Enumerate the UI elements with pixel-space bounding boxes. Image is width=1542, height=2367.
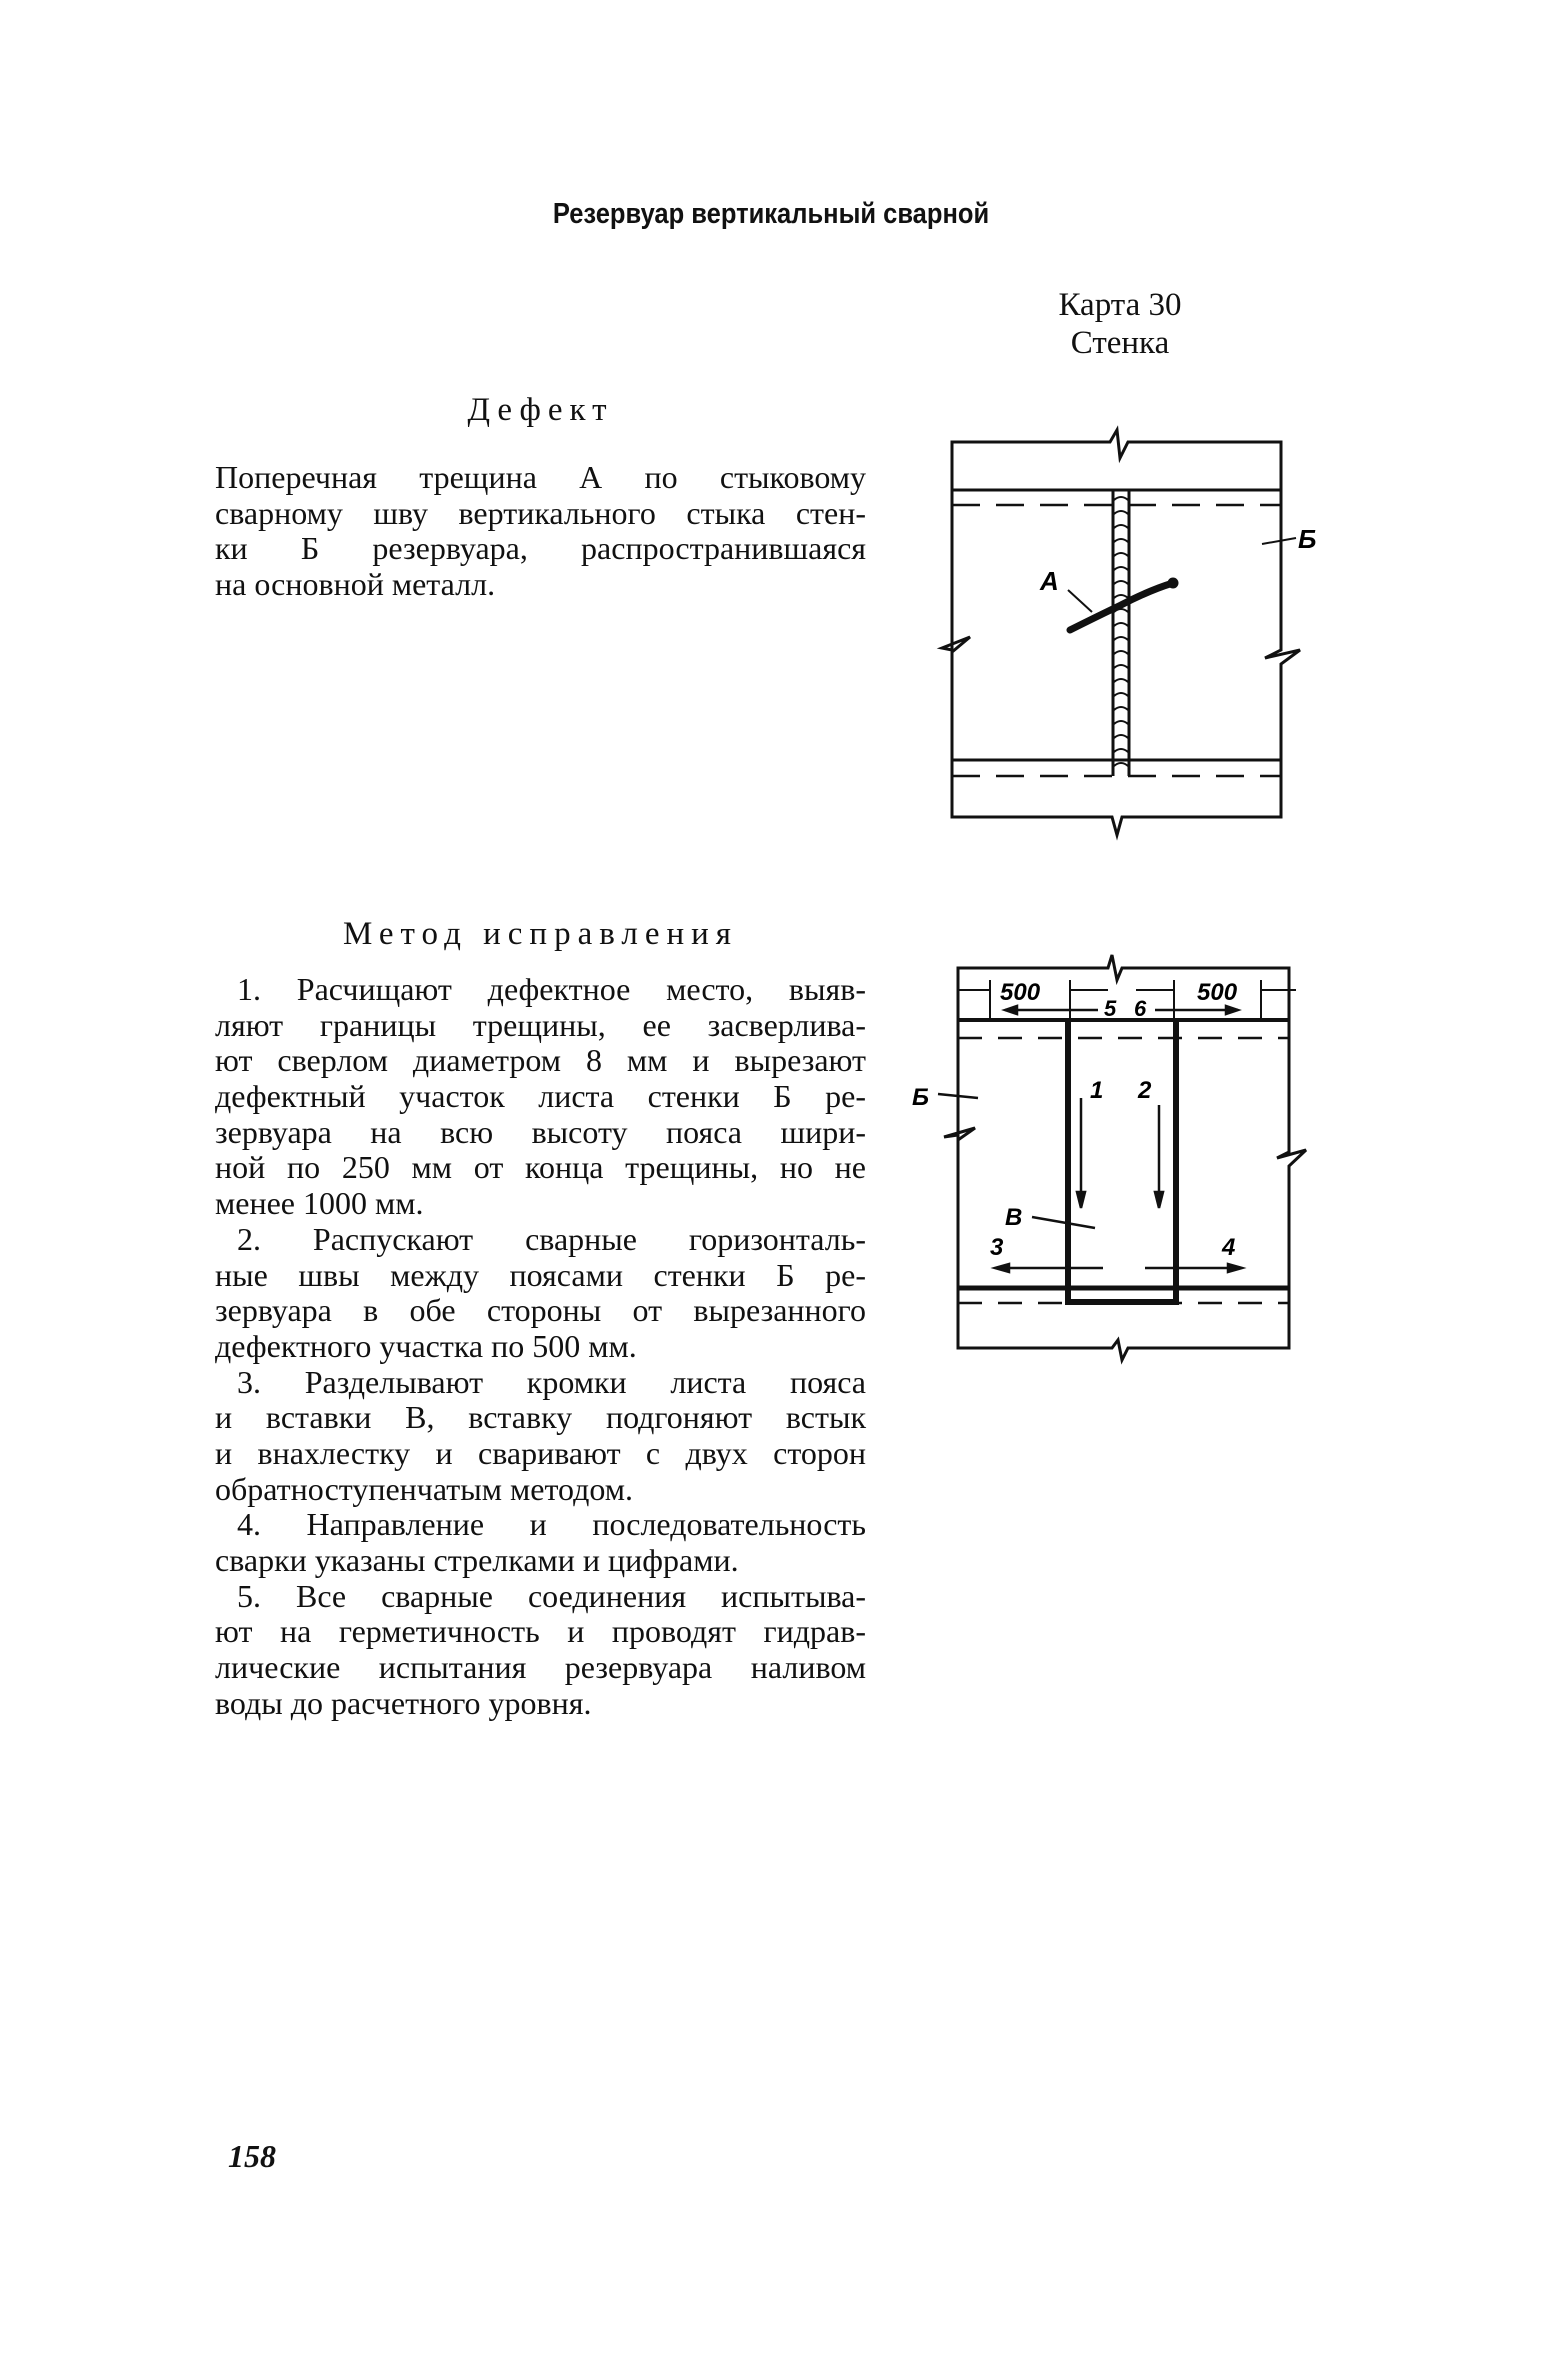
weld-bead — [1114, 651, 1128, 654]
weld-bead — [1114, 679, 1128, 682]
weld-bead — [1114, 539, 1128, 542]
text-line: Поперечная трещина А по стыковому — [215, 459, 866, 495]
method-step-item: 4. Направление и последовательность — [237, 1506, 866, 1543]
weld-bead — [1114, 665, 1128, 668]
leader-line — [1032, 1217, 1095, 1228]
figure1 — [942, 430, 1300, 835]
text-line: сварки указаны стрелками и цифрами. — [215, 1542, 739, 1578]
weld-bead — [1114, 581, 1128, 584]
card-number: Карта 30 — [1058, 287, 1182, 323]
label-wall: Б — [912, 1084, 929, 1111]
weld-bead — [1114, 497, 1128, 500]
figure2 — [944, 955, 1306, 1360]
page-number: 158 — [228, 2138, 276, 2174]
step-1: 1 — [1090, 1077, 1104, 1104]
method-step-item: 3. Разделывают кромки листа пояса — [237, 1363, 866, 1400]
text-line: и внахлестку и сваривают с двух сторон — [215, 1434, 866, 1471]
defect-heading: Дефект — [467, 392, 614, 428]
step-5: 5 — [1104, 996, 1117, 1021]
step-4: 4 — [1222, 1234, 1236, 1261]
weld-bead — [1114, 511, 1128, 514]
weld-bead — [1114, 735, 1128, 738]
card-subject: Стенка — [1070, 325, 1170, 361]
method-step-item: 1. Расчищают дефектное место, выяв- — [237, 971, 866, 1007]
text-line: и вставки В, вставку подгоняют встык — [215, 1399, 866, 1436]
weld-bead — [1114, 553, 1128, 556]
text-line: на основной металл. — [215, 566, 496, 603]
step-3: 3 — [990, 1234, 1004, 1261]
weld-bead — [1114, 623, 1128, 626]
method-step-item: 5. Все сварные соединения испытыва- — [237, 1577, 866, 1614]
dim-left: 500 — [1000, 979, 1041, 1006]
text-line: обратноступенчатым методом. — [215, 1470, 633, 1507]
weld-bead — [1114, 721, 1128, 724]
dim-right: 500 — [1197, 979, 1238, 1006]
text-line: дефектный участок листа стенки Б ре- — [215, 1078, 866, 1115]
label-insert: В — [1005, 1204, 1023, 1231]
text-line: лические испытания резервуара наливом — [215, 1649, 866, 1686]
leader-line — [1262, 538, 1296, 544]
text-line: менее 1000 мм. — [215, 1185, 424, 1222]
text-line: ляют границы трещины, ее засверлива- — [215, 1006, 866, 1043]
weld-bead — [1114, 567, 1128, 570]
step-2: 2 — [1138, 1077, 1152, 1104]
text-line: ные швы между поясами стенки Б ре- — [215, 1256, 866, 1293]
weld-bead — [1114, 595, 1128, 598]
weld-bead — [1114, 525, 1128, 528]
text-line: дефектного участка по 500 мм. — [215, 1327, 637, 1364]
text-line: ют сверлом диаметром 8 мм и вырезают — [215, 1042, 866, 1079]
leader-line — [1068, 590, 1092, 612]
text-line: воды до расчетного уровня. — [215, 1684, 592, 1721]
crack-drill-hole — [1169, 579, 1177, 587]
label-crack: А — [1040, 566, 1059, 596]
weld-beads — [1114, 497, 1128, 766]
text-line: ной по 250 мм от конца трещины, но не — [215, 1149, 866, 1186]
weld-arrows — [938, 1006, 1242, 1272]
page-title: Резервуар вертикальный сварной — [552, 198, 990, 230]
weld-bead — [1114, 637, 1128, 640]
text-line: сварному шву вертикального стыка стен- — [215, 494, 866, 531]
step-6: 6 — [1134, 996, 1147, 1021]
text-line: ют на герметичность и проводят гидрав- — [215, 1613, 866, 1650]
weld-bead — [1114, 707, 1128, 710]
label-wall: Б — [1298, 524, 1317, 554]
text-line: ки Б резервуара, распространившаяся — [215, 530, 866, 567]
method-heading: Метод исправления — [342, 916, 738, 952]
weld-bead — [1114, 749, 1128, 752]
text-line: зервуара в обе стороны от вырезанного — [215, 1292, 866, 1329]
weld-bead — [1114, 693, 1128, 696]
weld-bead — [1114, 763, 1128, 766]
text-line: зервуара на всю высоту пояса шири- — [215, 1113, 866, 1150]
method-step-item: 2. Распускают сварные горизонталь- — [237, 1220, 866, 1257]
